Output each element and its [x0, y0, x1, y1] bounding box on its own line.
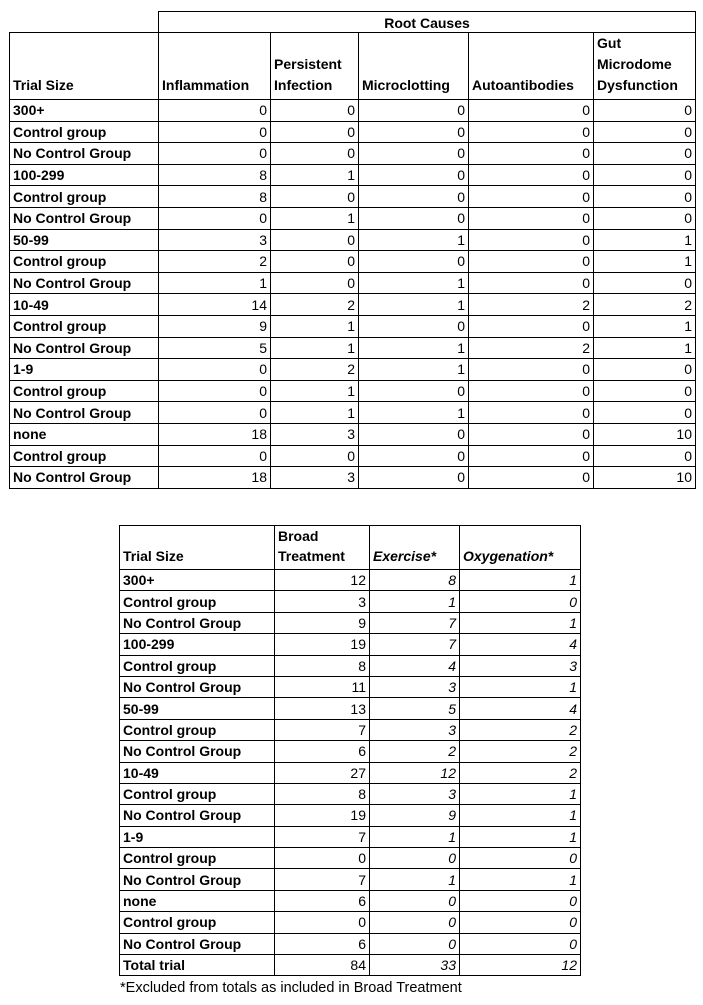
table-cell: 2	[594, 294, 696, 316]
root-causes-table	[9, 11, 696, 489]
table-cell: 1	[370, 591, 460, 612]
row-label: 10-49	[10, 294, 159, 316]
table-cell: 1	[460, 612, 581, 633]
row-label: No Control Group	[10, 207, 159, 229]
table-row	[10, 402, 696, 424]
table-cell: 8	[159, 164, 271, 186]
table-cell: 0	[594, 359, 696, 381]
corner-blank	[10, 12, 159, 33]
table-cell: 1	[271, 402, 359, 424]
table-cell: 0	[594, 272, 696, 294]
table-cell: 84	[275, 955, 370, 976]
table-cell: 2	[460, 762, 581, 783]
header-persistent-infection: Persistent Infection	[271, 33, 359, 100]
row-label: none	[10, 423, 159, 445]
table-cell: 0	[469, 315, 594, 337]
table-cell: 1	[359, 337, 469, 359]
header-exercise: Exercise*	[370, 526, 460, 570]
table-row	[10, 251, 696, 273]
table-cell: 0	[370, 890, 460, 911]
row-label: 100-299	[120, 634, 275, 655]
table-cell: 1	[159, 272, 271, 294]
table-cell: 1	[460, 570, 581, 591]
row-label: No Control Group	[10, 467, 159, 489]
table-cell: 0	[159, 121, 271, 143]
table-cell: 2	[271, 294, 359, 316]
row-label: 300+	[120, 570, 275, 591]
header-broad-treatment: Broad Treatment	[275, 526, 370, 570]
table-row	[120, 869, 581, 890]
table-cell: 5	[159, 337, 271, 359]
row-label: No Control Group	[120, 805, 275, 826]
table-cell: 0	[469, 186, 594, 208]
table-cell: 0	[469, 402, 594, 424]
table-row	[10, 294, 696, 316]
table-row	[120, 570, 581, 591]
row-label: No Control Group	[120, 869, 275, 890]
table-cell: 0	[271, 445, 359, 467]
table-row	[120, 848, 581, 869]
table-row	[10, 272, 696, 294]
table-row	[120, 890, 581, 911]
table-cell: 0	[159, 380, 271, 402]
row-label: Control group	[120, 912, 275, 933]
table-cell: 1	[370, 869, 460, 890]
table-cell: 19	[275, 634, 370, 655]
table-cell: 1	[594, 315, 696, 337]
table-cell: 13	[275, 698, 370, 719]
header-trial-size: Trial Size	[10, 33, 159, 100]
table-cell: 1	[594, 337, 696, 359]
table-cell: 1	[460, 805, 581, 826]
table-row	[10, 164, 696, 186]
row-label: 300+	[10, 100, 159, 122]
table-cell: 0	[359, 423, 469, 445]
table-cell: 9	[275, 612, 370, 633]
table-cell: 0	[469, 467, 594, 489]
table-row	[120, 783, 581, 804]
table-row	[120, 676, 581, 697]
row-label: No Control Group	[10, 402, 159, 424]
table-cell: 0	[460, 912, 581, 933]
row-label: Control group	[120, 719, 275, 740]
row-label: 1-9	[120, 826, 275, 847]
table-cell: 12	[370, 762, 460, 783]
row-label: 10-49	[120, 762, 275, 783]
table-cell: 2	[460, 719, 581, 740]
table-cell: 0	[359, 186, 469, 208]
table-cell: 8	[275, 655, 370, 676]
row-label: No Control Group	[10, 143, 159, 165]
table-cell: 1	[271, 207, 359, 229]
table-cell: 0	[271, 143, 359, 165]
row-label: No Control Group	[120, 741, 275, 762]
table-cell: 0	[594, 402, 696, 424]
table-cell: 1	[370, 826, 460, 847]
table-row	[120, 805, 581, 826]
table-cell: 0	[594, 143, 696, 165]
table-cell: 1	[594, 251, 696, 273]
row-label: No Control Group	[120, 933, 275, 954]
table-row	[10, 315, 696, 337]
table-cell: 9	[370, 805, 460, 826]
table-cell: 8	[275, 783, 370, 804]
table-cell: 3	[460, 655, 581, 676]
row-label: No Control Group	[120, 676, 275, 697]
table-cell: 1	[271, 164, 359, 186]
table-cell: 0	[469, 445, 594, 467]
table-cell: 0	[271, 100, 359, 122]
table-row	[120, 826, 581, 847]
table-cell: 1	[460, 869, 581, 890]
table-cell: 6	[275, 890, 370, 911]
table-cell: 14	[159, 294, 271, 316]
table-row	[120, 762, 581, 783]
table-cell: 0	[271, 186, 359, 208]
table-row	[120, 634, 581, 655]
table-row	[10, 423, 696, 445]
table-row	[10, 229, 696, 251]
table-cell: 0	[594, 445, 696, 467]
table-cell: 0	[159, 207, 271, 229]
table-cell: 1	[359, 359, 469, 381]
table-row	[120, 698, 581, 719]
table-cell: 19	[275, 805, 370, 826]
table-cell: 3	[271, 423, 359, 445]
table-cell: 2	[460, 741, 581, 762]
table-cell: 0	[359, 315, 469, 337]
table-cell: 0	[271, 272, 359, 294]
table-cell: 2	[159, 251, 271, 273]
row-label: 100-299	[10, 164, 159, 186]
table-cell: 0	[594, 100, 696, 122]
table-row	[120, 591, 581, 612]
table-cell: 2	[469, 337, 594, 359]
table-cell: 0	[359, 143, 469, 165]
table-cell: 7	[370, 634, 460, 655]
table-cell: 1	[271, 315, 359, 337]
table-cell: 0	[359, 467, 469, 489]
row-label: Control group	[10, 380, 159, 402]
table-cell: 6	[275, 933, 370, 954]
table-cell: 1	[271, 337, 359, 359]
table-cell: 0	[469, 100, 594, 122]
table-row	[10, 359, 696, 381]
header-gut-microdome-dysfunction: Gut Microdome Dysfunction	[594, 33, 696, 100]
row-label: none	[120, 890, 275, 911]
table-cell: 1	[460, 826, 581, 847]
table-cell: 7	[370, 612, 460, 633]
table-cell: 3	[275, 591, 370, 612]
table-row	[120, 612, 581, 633]
table-cell: 8	[370, 570, 460, 591]
table-cell: 0	[469, 164, 594, 186]
table-cell: 0	[359, 445, 469, 467]
table-cell: 0	[594, 186, 696, 208]
table-cell: 10	[594, 423, 696, 445]
row-label: Control group	[120, 591, 275, 612]
table-cell: 0	[460, 890, 581, 911]
header-autoantibodies: Autoantibodies	[469, 33, 594, 100]
table-cell: 2	[469, 294, 594, 316]
table-cell: 3	[271, 467, 359, 489]
table-cell: 0	[370, 848, 460, 869]
table-cell: 0	[469, 251, 594, 273]
row-label: Control group	[10, 315, 159, 337]
table-row	[10, 445, 696, 467]
table-cell: 0	[469, 121, 594, 143]
table-cell: 4	[370, 655, 460, 676]
table-cell: 10	[594, 467, 696, 489]
table-cell: 0	[159, 402, 271, 424]
row-label: 50-99	[120, 698, 275, 719]
table-cell: 0	[594, 207, 696, 229]
treatment-table	[119, 525, 581, 976]
table-cell: 0	[460, 933, 581, 954]
table-cell: 0	[159, 359, 271, 381]
table-cell: 0	[159, 100, 271, 122]
table-cell: 3	[370, 783, 460, 804]
table-cell: 0	[359, 164, 469, 186]
header-microclotting: Microclotting	[359, 33, 469, 100]
table-cell: 12	[275, 570, 370, 591]
table-cell: 0	[460, 848, 581, 869]
table-cell: 0	[359, 100, 469, 122]
table-cell: 0	[271, 121, 359, 143]
table-cell: 0	[359, 380, 469, 402]
table-cell: 0	[359, 121, 469, 143]
table-row	[10, 121, 696, 143]
table-cell: 1	[359, 294, 469, 316]
table-cell: 0	[275, 848, 370, 869]
table-row	[10, 380, 696, 402]
row-label: 50-99	[10, 229, 159, 251]
table-cell: 33	[370, 955, 460, 976]
table-cell: 0	[370, 933, 460, 954]
table-row	[120, 955, 581, 976]
table-cell: 18	[159, 467, 271, 489]
table-cell: 0	[159, 143, 271, 165]
table-cell: 1	[359, 229, 469, 251]
table-cell: 3	[159, 229, 271, 251]
table-cell: 0	[370, 912, 460, 933]
table-cell: 7	[275, 869, 370, 890]
table-cell: 4	[460, 698, 581, 719]
row-label: Control group	[10, 121, 159, 143]
table-row	[10, 186, 696, 208]
row-label: Control group	[120, 655, 275, 676]
table-row	[10, 143, 696, 165]
row-label: Control group	[10, 251, 159, 273]
table-cell: 1	[359, 402, 469, 424]
table-cell: 3	[370, 676, 460, 697]
footnote: *Excluded from totals as included in Broad Treatment	[120, 980, 462, 996]
row-label: No Control Group	[10, 337, 159, 359]
table-cell: 9	[159, 315, 271, 337]
table-cell: 12	[460, 955, 581, 976]
table-row	[10, 207, 696, 229]
row-label: Control group	[120, 783, 275, 804]
table-row	[120, 655, 581, 676]
table-cell: 0	[469, 143, 594, 165]
table-cell: 27	[275, 762, 370, 783]
table-cell: 1	[271, 380, 359, 402]
table-cell: 0	[469, 359, 594, 381]
table-cell: 6	[275, 741, 370, 762]
table-row	[120, 719, 581, 740]
table-row	[10, 337, 696, 359]
table-cell: 5	[370, 698, 460, 719]
table-cell: 18	[159, 423, 271, 445]
table-cell: 0	[469, 423, 594, 445]
table-cell: 0	[159, 445, 271, 467]
table-cell: 8	[159, 186, 271, 208]
table-cell: 7	[275, 719, 370, 740]
row-label: Control group	[10, 186, 159, 208]
row-label: Total trial	[120, 955, 275, 976]
table-cell: 1	[594, 229, 696, 251]
table-cell: 0	[275, 912, 370, 933]
table-cell: 4	[460, 634, 581, 655]
table-cell: 11	[275, 676, 370, 697]
table-cell: 0	[359, 207, 469, 229]
row-label: Control group	[10, 445, 159, 467]
row-label: Control group	[120, 848, 275, 869]
table-row	[120, 912, 581, 933]
table-cell: 2	[271, 359, 359, 381]
table-cell: 0	[594, 380, 696, 402]
table-cell: 0	[469, 272, 594, 294]
row-label: 1-9	[10, 359, 159, 381]
header-inflammation: Inflammation	[159, 33, 271, 100]
root-causes-group-header: Root Causes	[159, 12, 696, 33]
table-row	[10, 467, 696, 489]
table-cell: 1	[359, 272, 469, 294]
table-cell: 0	[469, 207, 594, 229]
table-cell: 0	[460, 591, 581, 612]
table-cell: 3	[370, 719, 460, 740]
table-cell: 0	[271, 229, 359, 251]
table-cell: 0	[469, 380, 594, 402]
table-cell: 0	[359, 251, 469, 273]
table-cell: 1	[460, 783, 581, 804]
header-trial-size: Trial Size	[120, 526, 275, 570]
table-cell: 7	[275, 826, 370, 847]
table-row	[120, 933, 581, 954]
row-label: No Control Group	[10, 272, 159, 294]
table-cell: 0	[594, 164, 696, 186]
table-cell: 0	[271, 251, 359, 273]
table-row	[120, 741, 581, 762]
table-cell: 0	[469, 229, 594, 251]
table-cell: 0	[594, 121, 696, 143]
table-cell: 1	[460, 676, 581, 697]
table-row	[10, 100, 696, 122]
header-oxygenation: Oxygenation*	[460, 526, 581, 570]
row-label: No Control Group	[120, 612, 275, 633]
table-cell: 2	[370, 741, 460, 762]
